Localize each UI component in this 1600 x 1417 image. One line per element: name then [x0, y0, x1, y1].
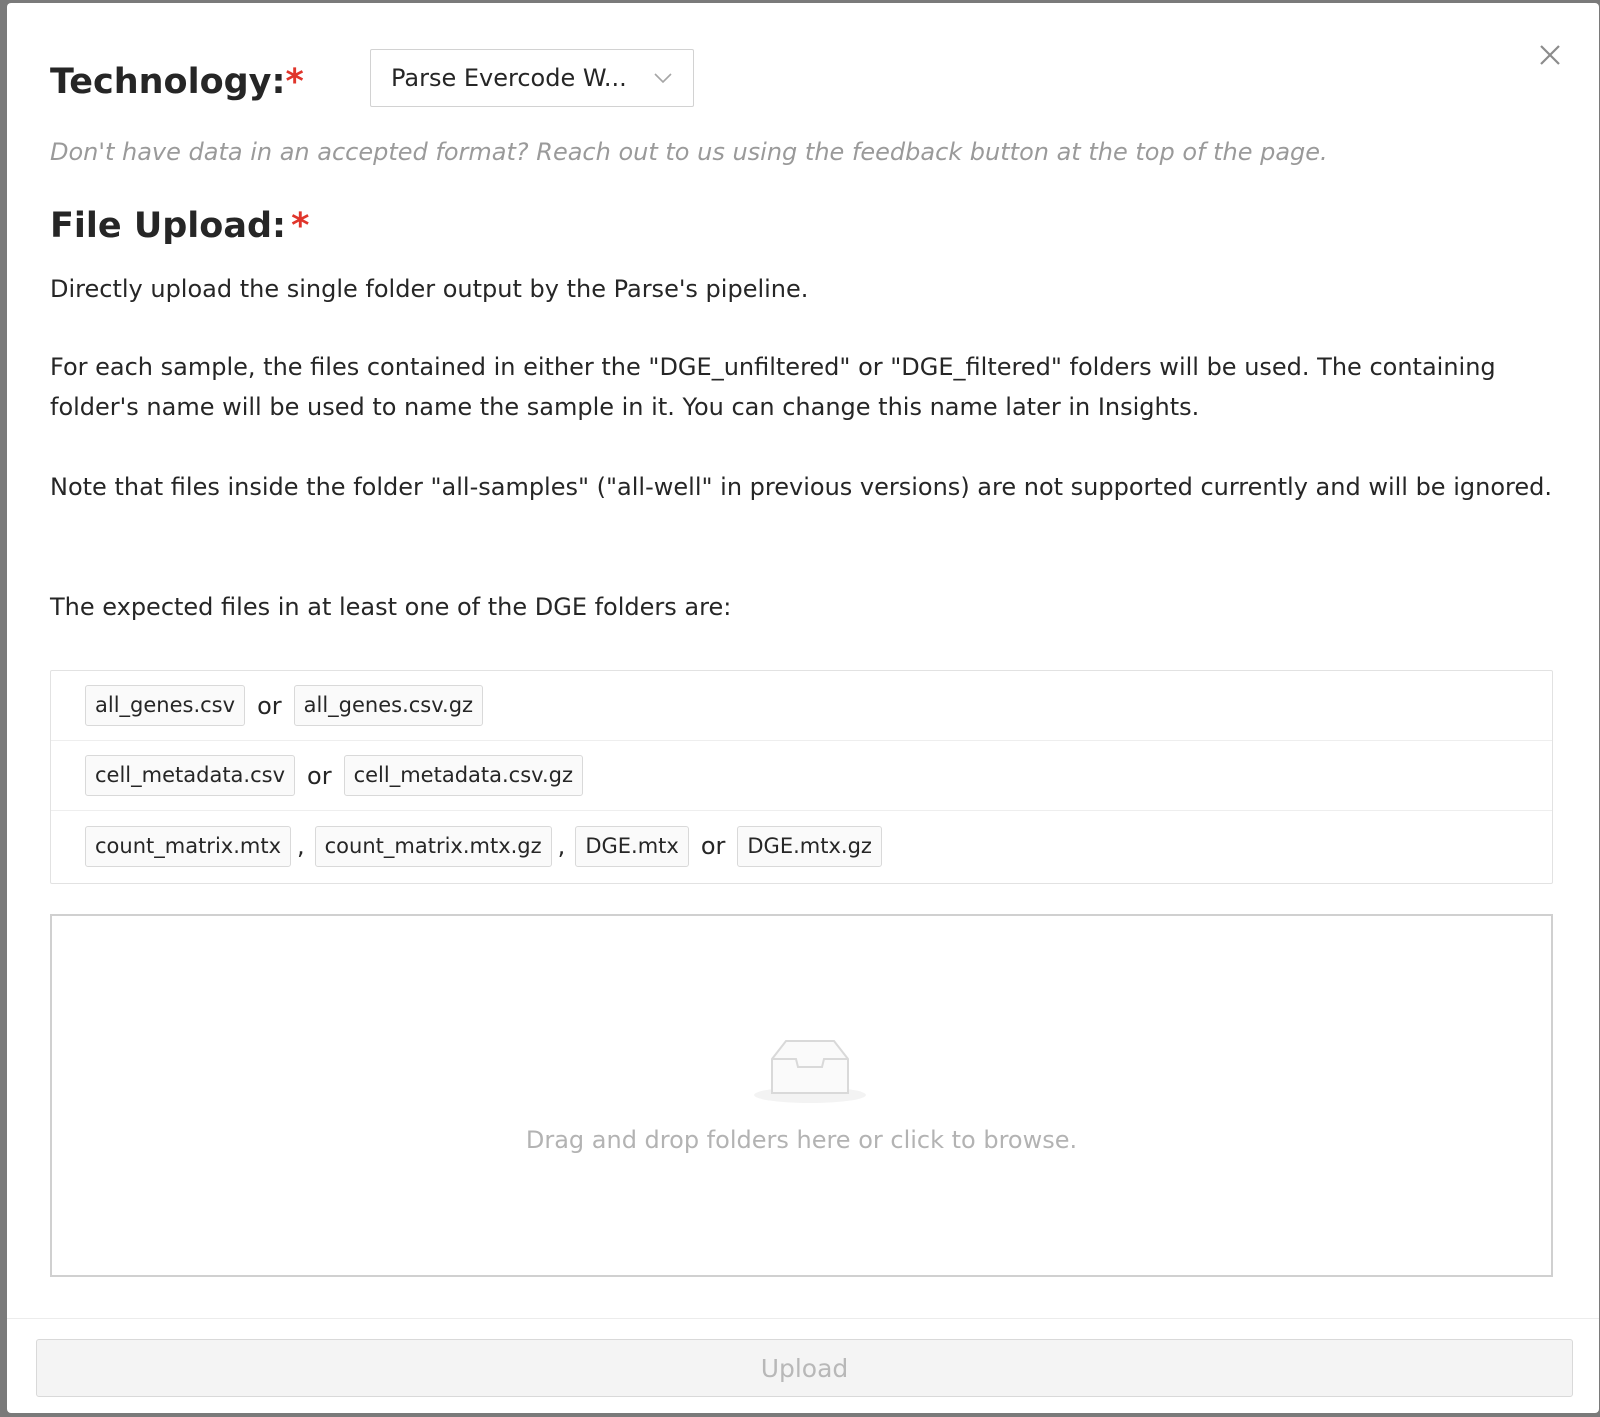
file-tag: count_matrix.mtx: [85, 826, 291, 867]
expected-file-row: [51, 671, 1552, 741]
upload-button[interactable]: Upload: [36, 1339, 1573, 1397]
technology-heading: Technology:: [50, 61, 286, 102]
technology-select-value: Parse Evercode W...: [391, 64, 627, 92]
expected-files-list: [50, 670, 1553, 884]
file-tag: cell_metadata.csv.gz: [344, 755, 583, 796]
separator: or: [257, 691, 282, 720]
footer-divider: [7, 1318, 1599, 1319]
technology-select[interactable]: [370, 49, 694, 107]
file-tag: cell_metadata.csv: [85, 755, 295, 796]
expected-file-row: [51, 811, 1552, 881]
file-upload-label: [50, 206, 310, 246]
dropzone-text: Drag and drop folders here or click to browse.: [525, 1126, 1078, 1154]
file-tag: DGE.mtx: [575, 826, 689, 867]
technology-label: [50, 53, 304, 111]
upload-modal: [7, 3, 1599, 1413]
file-upload-heading: File Upload:: [50, 206, 287, 246]
instruction-paragraph: For each sample, the files contained in either the "DGE_unfiltered" or "DGE_filtered" folders will be used. The containing folder's name will be used to name the sample in it. You can change this name later in Insights.: [50, 353, 1496, 421]
separator: ,: [557, 832, 566, 860]
separator: ,: [297, 832, 305, 860]
separator: or: [307, 761, 332, 790]
folder-dropzone[interactable]: [50, 914, 1553, 1277]
file-tag: all_genes.csv.gz: [294, 685, 483, 726]
required-mark: *: [285, 61, 304, 102]
instruction-paragraph: Directly upload the single folder output by the Parse's pipeline.: [50, 275, 809, 303]
separator: or: [700, 832, 726, 860]
file-tag: all_genes.csv: [85, 685, 245, 726]
close-icon: [1532, 37, 1568, 73]
expected-file-row: [51, 741, 1552, 811]
required-mark: *: [291, 206, 310, 246]
file-tag: DGE.mtx.gz: [737, 826, 882, 867]
close-button[interactable]: [1532, 37, 1568, 73]
format-hint: Don't have data in an accepted format? Reach out to us using the feedback button at the top of the page.: [50, 138, 1328, 166]
instruction-paragraph: Note that files inside the folder "all-samples" ("all-well" in previous versions) are not supported currently and will be ignored.: [50, 473, 1552, 501]
file-tag: count_matrix.mtx.gz: [315, 826, 552, 867]
chevron-down-icon: [653, 68, 673, 88]
instruction-paragraph: The expected files in at least one of the DGE folders are:: [50, 593, 732, 621]
inbox-icon: [752, 1029, 868, 1105]
